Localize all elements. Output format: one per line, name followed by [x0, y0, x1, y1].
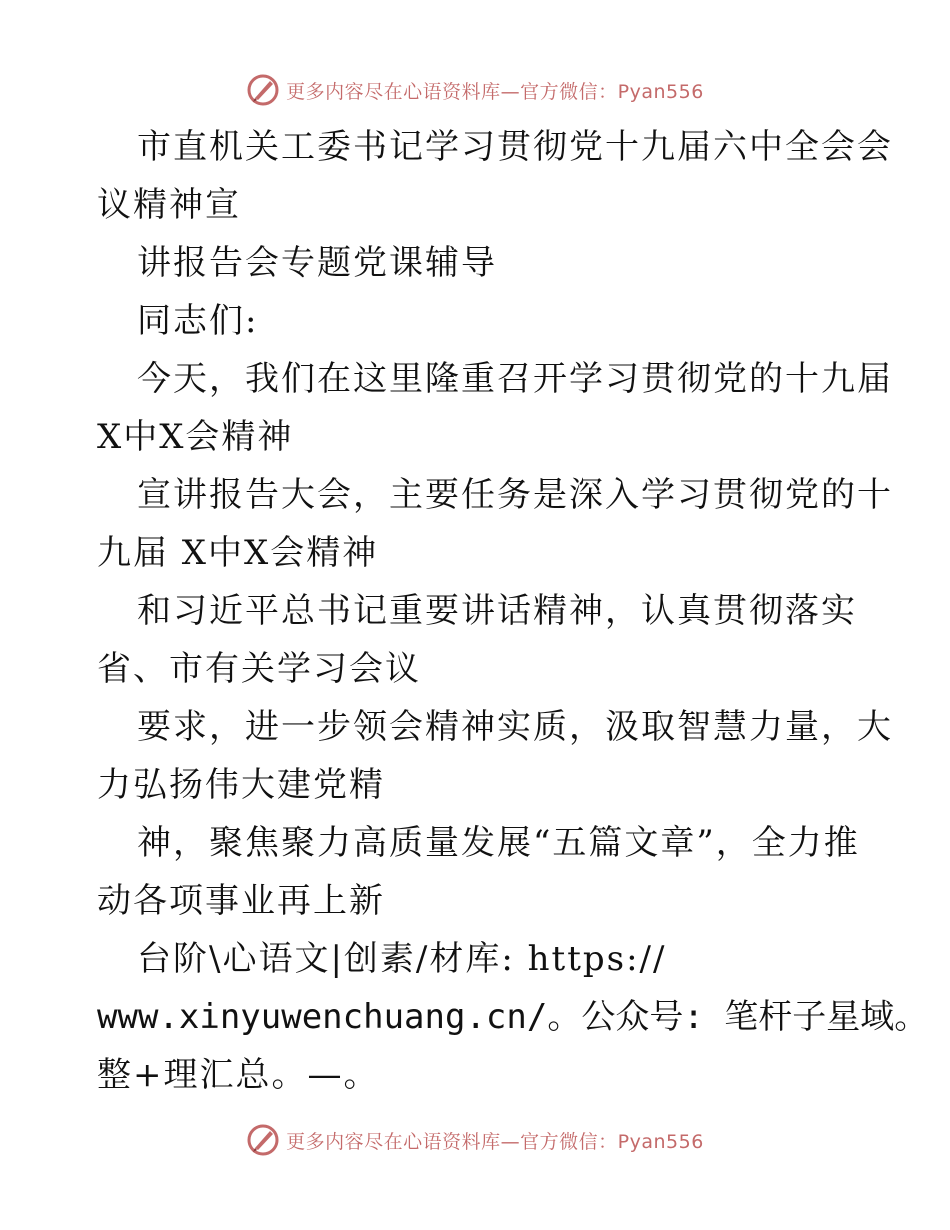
document-line: 动各项事业再上新 [97, 881, 385, 921]
quill-pen-seal-icon [246, 73, 280, 107]
document-line: 讲报告会专题党课辅导 [137, 243, 497, 283]
document-line: www.xinyuwenchuang.cn/。公众号: 笔杆子星域。 [97, 997, 929, 1037]
footer-banner-text: 更多内容尽在心语资料库—官方微信：Pyan556 [286, 1130, 704, 1153]
document-line: 力弘扬伟大建党精 [97, 765, 385, 805]
footer-banner [0, 1120, 950, 1160]
document-line: 整+理汇总。—。 [97, 1055, 380, 1095]
quill-pen-seal-icon [246, 1123, 280, 1157]
document-body [97, 118, 929, 1104]
document-line: 神，聚焦聚力高质量发展“五篇文章”，全力推 [137, 823, 860, 863]
document-line: 同志们: [137, 301, 259, 341]
document-line: 省、市有关学习会议 [97, 649, 421, 689]
document-line: X中X会精神 [97, 417, 294, 457]
header-banner-text: 更多内容尽在心语资料库—官方微信：Pyan556 [286, 80, 704, 103]
document-line: 九届 X中X会精神 [97, 533, 379, 573]
document-line: 今天，我们在这里隆重召开学习贯彻党的十九届 [137, 359, 893, 399]
document-line: 议精神宣 [97, 185, 241, 225]
document-line: 和习近平总书记重要讲话精神，认真贯彻落实 [137, 591, 857, 631]
document-line: 市直机关工委书记学习贯彻党十九届六中全会会 [137, 127, 893, 167]
document-line: 台阶\心语文|创素/材库: https:// [137, 939, 667, 979]
document-line: 宣讲报告大会，主要任务是深入学习贯彻党的十 [137, 475, 893, 515]
header-banner [0, 70, 950, 110]
document-line: 要求，进一步领会精神实质，汲取智慧力量，大 [137, 707, 893, 747]
